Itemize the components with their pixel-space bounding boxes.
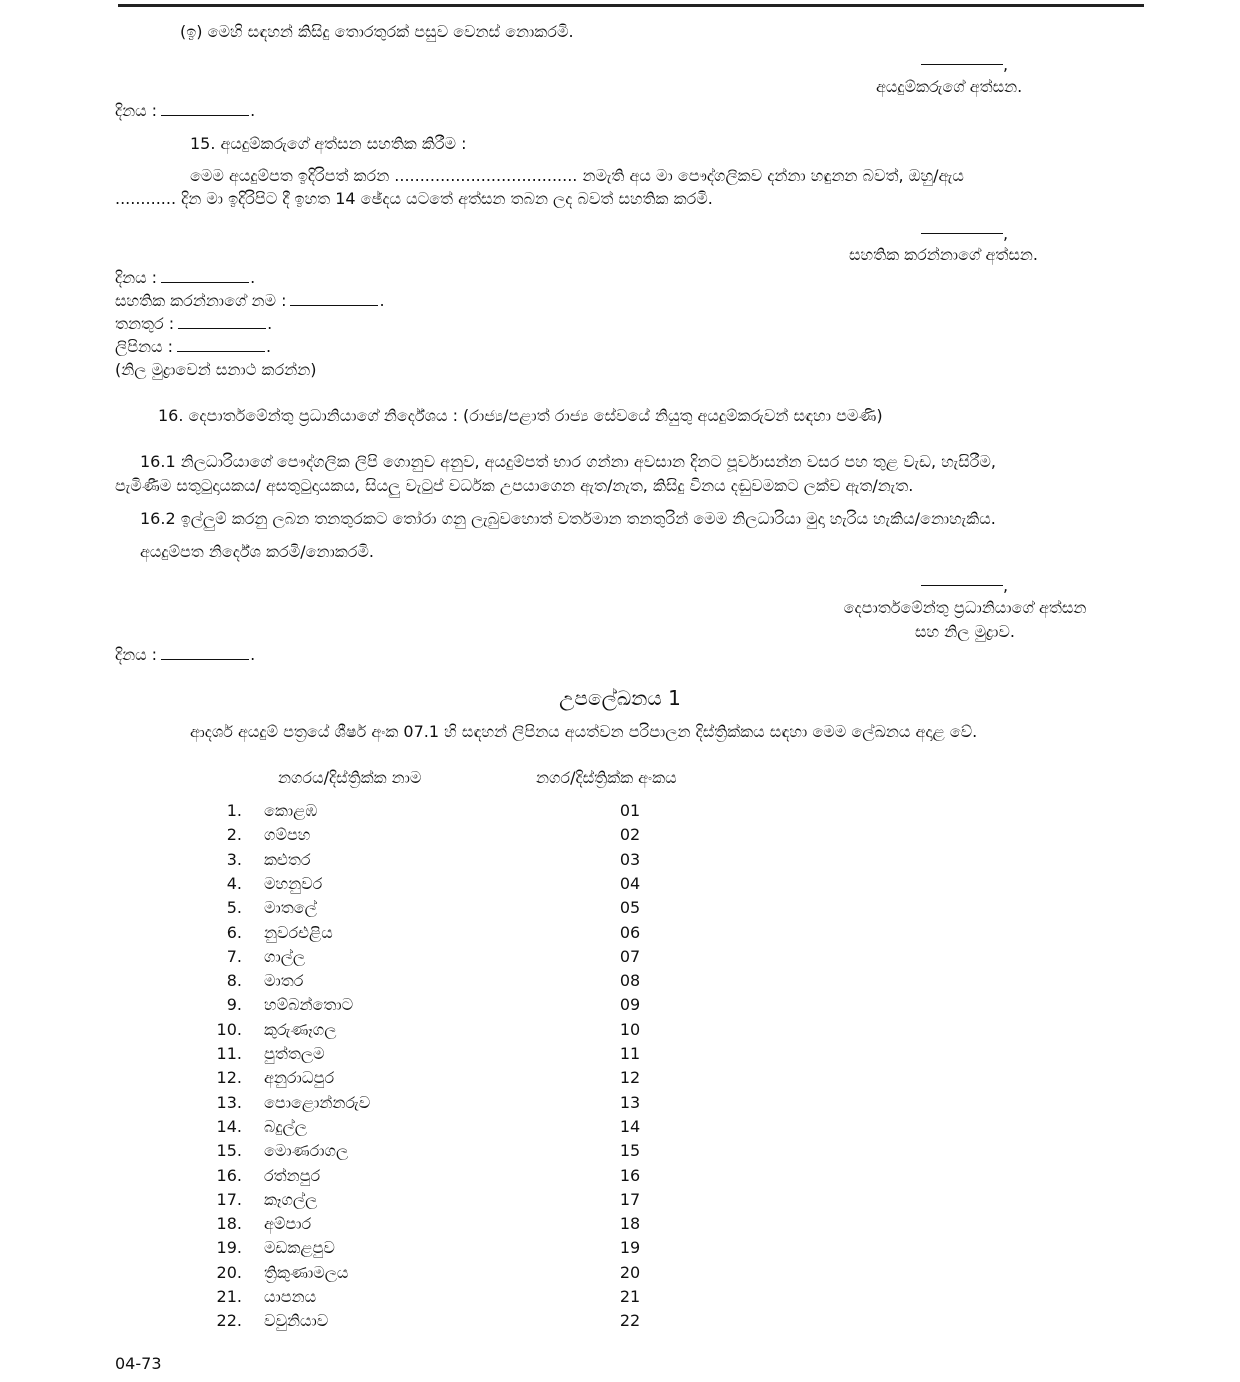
certifier-address-field: ලිපිනය : . <box>115 337 272 356</box>
table-row <box>0 849 1240 871</box>
row-number: 4. <box>226 874 242 893</box>
district-name: කෑගල්ල <box>264 1190 318 1209</box>
date-field-1: දිනය : . <box>115 101 256 120</box>
district-name: ගම්පහ <box>264 825 311 844</box>
certifier-name-field: සහතික කරන්නාගේ නම : . <box>115 291 385 310</box>
head-signature-line <box>921 585 1003 586</box>
table-row <box>0 970 1240 992</box>
district-code: 13 <box>619 1093 641 1112</box>
district-code: 03 <box>619 850 641 869</box>
annex-title: උපලේඛනය 1 <box>559 686 681 710</box>
date-label: දිනය : <box>115 101 158 120</box>
table-row <box>0 1067 1240 1089</box>
head-signature-label-1: දෙපාර්තමේන්තු ප්‍රධානියාගේ අත්සන <box>843 598 1087 617</box>
row-number: 11. <box>216 1044 242 1063</box>
row-number: 14. <box>216 1117 242 1136</box>
table-row <box>0 873 1240 895</box>
table-row <box>0 1262 1240 1284</box>
signature-comma-3: , <box>1003 576 1009 595</box>
table-row <box>0 1165 1240 1187</box>
district-code: 21 <box>619 1287 641 1306</box>
table-row <box>0 1092 1240 1114</box>
signature-comma-2: , <box>1003 224 1009 243</box>
section16-heading: 16. දෙපාර්තමේන්තු ප්‍රධානියාගේ නිර්දේශය : (රාජ්‍ය/පළාත් රාජ්‍ය සේවයේ නියුතු අයදුම්කරුවන් සඳහා පමණි) <box>158 406 883 425</box>
district-code: 22 <box>619 1311 641 1330</box>
row-number: 12. <box>216 1068 242 1087</box>
table-row <box>0 800 1240 822</box>
signature-comma: , <box>1003 55 1009 74</box>
district-name: අම්පාර <box>264 1214 312 1233</box>
district-code: 08 <box>619 971 641 990</box>
row-number: 6. <box>226 923 242 942</box>
table-row <box>0 994 1240 1016</box>
top-rule <box>118 4 1144 7</box>
table-row <box>0 922 1240 944</box>
district-name: මහනුවර <box>264 874 323 893</box>
row-number: 22. <box>216 1311 242 1330</box>
row-number: 2. <box>226 825 242 844</box>
table-row <box>0 946 1240 968</box>
district-code: 04 <box>619 874 641 893</box>
section16-1-line2: පැමිණීම සතුටුදායකය/ අසතුටුදායකය, සියලු වැටුප් වර්ධක උපයාගෙන ඇත/නැත, කිසිදු විනය දඬුවමකට ලක්ව ඇත/නැත. <box>115 476 914 495</box>
district-name: යාපනය <box>264 1287 317 1306</box>
row-number: 1. <box>226 801 242 820</box>
district-code: 16 <box>619 1166 641 1185</box>
district-code: 17 <box>619 1190 641 1209</box>
row-number: 5. <box>226 898 242 917</box>
row-number: 7. <box>226 947 242 966</box>
row-number: 17. <box>216 1190 242 1209</box>
table-row <box>0 1213 1240 1235</box>
district-code: 14 <box>619 1117 641 1136</box>
section15-heading: 15. අයදුම්කරුගේ අත්සන සහතික කිරීම : <box>190 134 467 153</box>
column-header-code: නගර/දිස්ත්‍රික්ක අංකය <box>536 768 677 787</box>
section15-line2: ............ දින මා ඉදිරිපිට දී ඉහත 14 ඡේදය යටතේ අත්සන තබන ලද බවත් සහතික කරමි. <box>115 189 713 208</box>
row-number: 9. <box>226 995 242 1014</box>
district-code: 06 <box>619 923 641 942</box>
row-number: 15. <box>216 1141 242 1160</box>
row-number: 21. <box>216 1287 242 1306</box>
table-row <box>0 1237 1240 1259</box>
district-code: 09 <box>619 995 641 1014</box>
table-row <box>0 824 1240 846</box>
certifier-position-field: තනතුර : . <box>115 314 273 333</box>
applicant-signature-line <box>921 64 1003 65</box>
table-row <box>0 1286 1240 1308</box>
district-name: කළුතර <box>264 850 311 869</box>
district-code: 05 <box>619 898 641 917</box>
district-name: කුරුණෑගල <box>264 1020 337 1039</box>
district-name: මොණරාගල <box>264 1141 349 1160</box>
district-code: 15 <box>619 1141 641 1160</box>
district-name: ත්‍රිකුණාමලය <box>264 1263 349 1282</box>
district-code: 01 <box>619 801 641 820</box>
district-name: බදුල්ල <box>264 1117 307 1136</box>
district-name: හම්බන්තොට <box>264 995 354 1014</box>
date-blank <box>161 103 249 116</box>
district-name: මාතලේ <box>264 898 317 917</box>
column-header-name: නගරය/දිස්ත්‍රික්ක නාම <box>278 768 422 787</box>
row-number: 3. <box>226 850 242 869</box>
table-row <box>0 1116 1240 1138</box>
table-row <box>0 1310 1240 1332</box>
district-name: පොළොන්නරුව <box>264 1093 371 1112</box>
district-name: නුවරඑළිය <box>264 923 333 942</box>
district-name: වවුනියාව <box>264 1311 329 1330</box>
row-number: 13. <box>216 1093 242 1112</box>
district-name: මාතර <box>264 971 304 990</box>
row-number: 8. <box>226 971 242 990</box>
district-code: 12 <box>619 1068 641 1087</box>
district-name: අනුරාධපුර <box>264 1068 335 1087</box>
recommendation-text: අයදුම්පත නිර්දේශ කරමි/නොකරමි. <box>140 542 375 561</box>
table-row <box>0 1043 1240 1065</box>
district-code: 07 <box>619 947 641 966</box>
district-name: මඩකළපුව <box>264 1238 335 1257</box>
district-name: පුත්තලම <box>264 1044 325 1063</box>
head-signature-label-2: සහ නිල මුද්‍රාව. <box>915 622 1015 641</box>
certifier-date-field: දිනය : . <box>115 268 256 287</box>
district-code: 20 <box>619 1263 641 1282</box>
date-field-3: දිනය : . <box>115 645 256 664</box>
certifier-signature-line <box>921 233 1003 234</box>
district-name: රත්නපුර <box>264 1166 321 1185</box>
section16-1-line1: 16.1 නිලධාරියාගේ පෞද්ගලික ලිපි ගොනුව අනුව, අයදුම්පත් භාර ගන්නා අවසාන දිනට පූර්වාසන්න වසර පහ තුළ වැඩ, හැසිරීම, <box>140 452 997 471</box>
applicant-signature-label: අයදුම්කරුගේ අත්සන. <box>876 77 1023 96</box>
row-number: 20. <box>216 1263 242 1282</box>
section15-line1: මෙම අයදුම්පත ඉදිරිපත් කරන .................................... නමැති අය මා පෞද්ගලිකව දන්නා හඳුනන බවත්, ඔහු/ඇය <box>190 166 964 185</box>
annex-intro: ආදර්ශ අයදුම් පත්‍රයේ ශීර්ෂ අංක 07.1 හි සඳහන් ලිපිනය අයත්වන පරිපාලන දිස්ත්‍රික්කය සඳහා මෙම ලේඛනය අදාළ වේ. <box>190 722 978 741</box>
row-number: 10. <box>216 1020 242 1039</box>
table-row <box>0 1019 1240 1041</box>
district-code: 02 <box>619 825 641 844</box>
certifier-signature-label: සහතික කරන්නාගේ අත්සන. <box>849 245 1038 264</box>
table-row <box>0 1140 1240 1162</box>
table-row <box>0 897 1240 919</box>
row-number: 19. <box>216 1238 242 1257</box>
district-name: කොළඹ <box>264 801 318 820</box>
row-number: 18. <box>216 1214 242 1233</box>
section-g-text: (ඉ) මෙහි සඳහන් කිසිදු තොරතුරක් පසුව වෙනස් නොකරමි. <box>180 22 574 41</box>
district-code: 19 <box>619 1238 641 1257</box>
district-code: 10 <box>619 1020 641 1039</box>
district-name: ගාල්ල <box>264 947 306 966</box>
section16-2: 16.2 ඉල්ලුම් කරනු ලබන තනතුරකට තෝරා ගනු ලැබුවහොත් වර්තමාන තනතුරින් මෙම නිලධාරියා මුදා හැරිය හැකිය/නොහැකිය. <box>140 509 996 528</box>
table-row <box>0 1189 1240 1211</box>
row-number: 16. <box>216 1166 242 1185</box>
district-code: 18 <box>619 1214 641 1233</box>
district-code: 11 <box>619 1044 641 1063</box>
seal-note: (නිල මුද්‍රාවෙන් සනාථ කරන්න) <box>115 360 317 379</box>
page-code: 04-73 <box>115 1354 162 1373</box>
